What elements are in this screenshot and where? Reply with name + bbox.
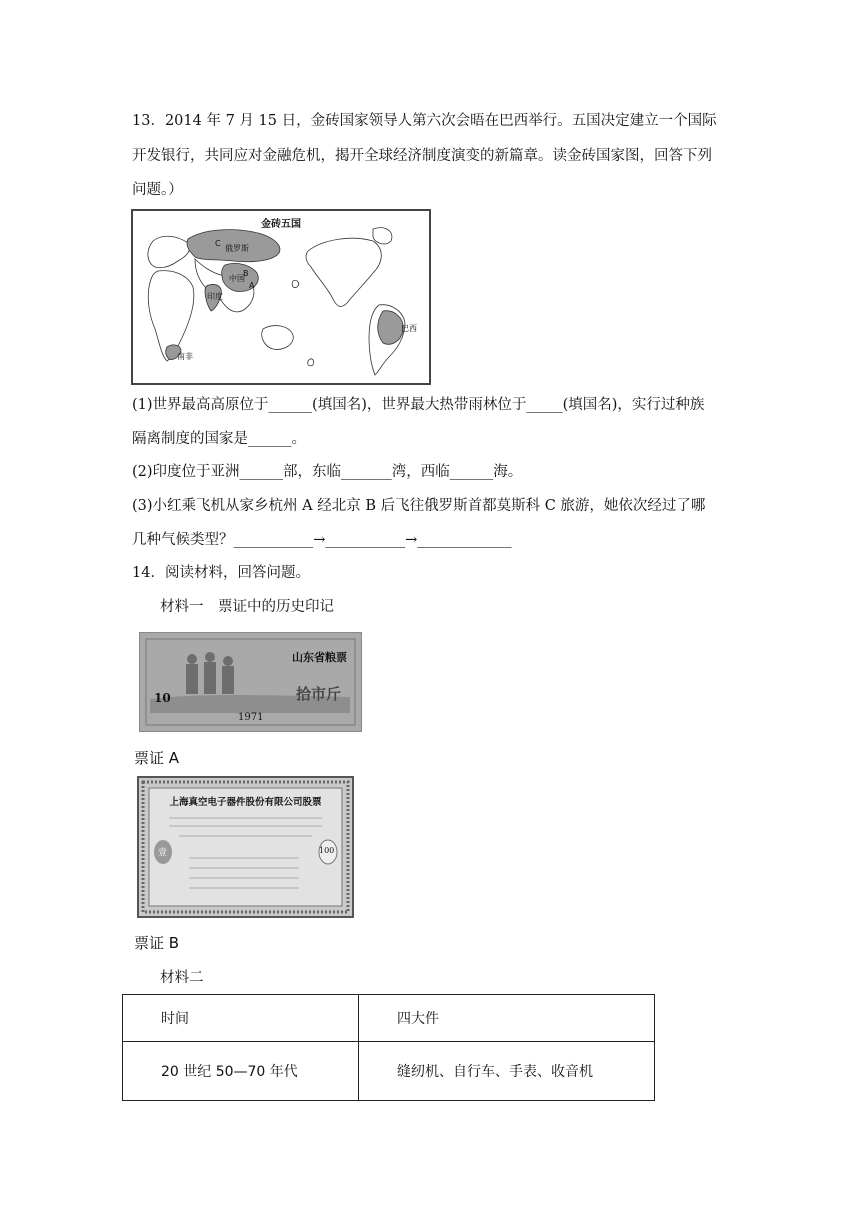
grain-coupon-image bbox=[139, 632, 362, 732]
brics-map bbox=[131, 209, 431, 385]
map-label-brazil: 巴西 bbox=[401, 324, 417, 333]
map-label-a: A bbox=[249, 281, 255, 290]
ticket-b-caption: 票证 B bbox=[134, 934, 180, 952]
q13-sub1-line2: 隔离制度的国家是______。 bbox=[132, 431, 306, 447]
four-big-items-table bbox=[122, 994, 655, 1101]
table-row bbox=[123, 1042, 655, 1101]
map-label-b: B bbox=[243, 269, 249, 278]
table-cell-period: 20 世纪 50—70 年代 bbox=[123, 1042, 359, 1101]
q13-text-line3: 问题。） bbox=[132, 182, 183, 198]
grain-coupon-amount: 拾市斤 bbox=[295, 685, 341, 703]
table-header-items: 四大件 bbox=[359, 995, 655, 1042]
q13-sub2: (2)印度位于亚洲______部，东临_______湾，西临______海。 bbox=[132, 464, 523, 480]
map-label-south-africa: 南非 bbox=[177, 352, 193, 361]
q13-sub1-line1: (1)世界最高高原位于______(填国名)，世界最大热带雨林位于_____(填国名)，实行过种族 bbox=[132, 397, 705, 413]
q14-stem: 14．阅读材料，回答问题。 bbox=[132, 565, 310, 581]
q13-sub3-line2: 几种气候类型？___________→___________→_____________ bbox=[132, 532, 512, 548]
map-label-c: C bbox=[215, 239, 221, 248]
map-title: 金砖五国 bbox=[261, 219, 301, 230]
grain-coupon-year: 1971 bbox=[238, 712, 264, 723]
material-one-heading: 材料一 票证中的历史印记 bbox=[160, 599, 334, 615]
q13-sub3-line1: (3)小红乘飞机从家乡杭州 A 经北京 B 后飞往俄罗斯首都莫斯科 C 旅游，她依次经过了哪 bbox=[132, 498, 706, 514]
stock-certificate-header: 上海真空电子器件股份有限公司股票 bbox=[169, 797, 322, 808]
q13-text-line1: 13．2014 年 7 月 15 日，金砖国家领导人第六次会晤在巴西举行。五国决定建立一个国际 bbox=[132, 113, 717, 129]
table-header-row bbox=[123, 995, 655, 1042]
stock-certificate-right-mark: 100 bbox=[319, 846, 335, 855]
map-label-china: 中国 bbox=[229, 274, 245, 283]
material-two-heading: 材料二 bbox=[160, 970, 204, 986]
grain-coupon-number: 10 bbox=[154, 691, 171, 705]
table-cell-items: 缝纫机、自行车、手表、收音机 bbox=[359, 1042, 655, 1101]
stock-certificate-left-mark: 壹 bbox=[158, 848, 168, 858]
grain-coupon-header: 山东省粮票 bbox=[292, 651, 347, 664]
ticket-a-caption: 票证 A bbox=[134, 749, 180, 767]
q13-text-line2: 开发银行，共同应对金融危机，揭开全球经济制度演变的新篇章。读金砖国家图，回答下列 bbox=[132, 148, 712, 164]
stock-certificate-image bbox=[137, 776, 354, 918]
map-label-india: 印度 bbox=[207, 292, 223, 301]
map-label-russia: 俄罗斯 bbox=[225, 244, 249, 253]
table-header-time: 时间 bbox=[123, 995, 359, 1042]
